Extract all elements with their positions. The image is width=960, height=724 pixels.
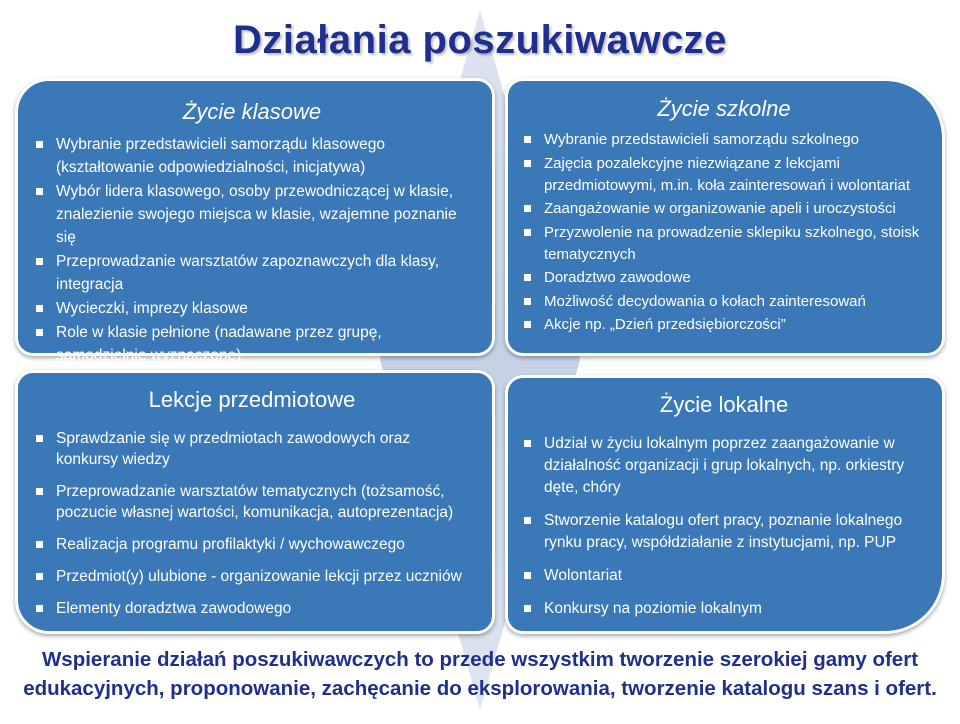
list-item [32, 534, 472, 555]
summary-line: edukacyjnych, proponowanie, zachęcanie do eksplorowania, tworzenie katalogu szans i ofert. [23, 677, 937, 700]
list-item [520, 433, 928, 499]
square-bullet-icon [524, 298, 531, 305]
list-item-text: Przeprowadzanie warsztatów tematycznych (tożsamość, poczucie własnej wartości, komunikacja, autoprezentacja) [56, 483, 454, 521]
square-bullet-icon [524, 136, 531, 143]
list-item-text: Akcje np. „Dzień przedsiębiorczości” [544, 316, 786, 333]
square-bullet-icon [524, 229, 531, 236]
list-item [32, 133, 472, 179]
list-item-text: Udział w życiu lokalnym poprzez zaangażowanie w działalność organizacji i grup lokalnych, np. orkiestry dęte, chóry [544, 435, 905, 496]
list-item-text: Doradztwo zawodowe [544, 269, 691, 286]
bullet-list [520, 129, 928, 336]
list-item-text: Wolontariat [544, 567, 623, 584]
list-item [520, 153, 928, 197]
list-item [520, 222, 928, 266]
square-bullet-icon [524, 321, 531, 328]
list-item-text: Realizacja programu profilaktyki / wychowawczego [56, 536, 405, 553]
square-bullet-icon [36, 573, 43, 580]
list-item-text: Stworzenie katalogu ofert pracy, poznanie lokalnego rynku pracy, współdziałanie z instytucjami, np. PUP [544, 512, 903, 551]
panel-heading: Życie szkolne [657, 96, 791, 121]
square-bullet-icon [524, 517, 531, 524]
page-title: Działania poszukiwawcze [233, 18, 727, 62]
list-item-text: Wybranie przedstawicieli samorządu klasowego (kształtowanie odpowiedzialności, inicjatywa) [56, 136, 385, 176]
list-item [520, 129, 928, 151]
square-bullet-icon [524, 205, 531, 212]
panel-zycie-klasowe [15, 78, 495, 364]
list-item-text: Zaangażowanie w organizowanie apeli i uroczystości [544, 200, 896, 217]
list-item [32, 428, 472, 470]
square-bullet-icon [524, 274, 531, 281]
list-item-text: Przyzwolenie na prowadzenie sklepiku szkolnego, stoisk tematycznych [544, 223, 920, 263]
panel-heading: Życie klasowe [182, 99, 322, 124]
square-bullet-icon [36, 141, 43, 148]
square-bullet-icon [524, 572, 531, 579]
bullet-list [32, 133, 472, 367]
list-item-text: Sprawdzanie się w przedmiotach zawodowych oraz konkursy wiedzy [56, 430, 411, 468]
list-item [520, 198, 928, 220]
square-bullet-icon [36, 605, 43, 612]
list-item [520, 510, 928, 554]
list-item [32, 566, 472, 587]
square-bullet-icon [524, 160, 531, 167]
list-item-text: Przeprowadzanie warsztatów zapoznawczych dla klasy, integracja [56, 253, 440, 293]
list-item [520, 314, 928, 336]
panel-heading: Lekcje przedmiotowe [148, 387, 356, 412]
summary-line: Wspieranie działań poszukiwawczych to przede wszystkim tworzenie szerokiej gamy ofert [41, 648, 919, 671]
list-item-text: Możliwość decydowania o kołach zainteresowań [544, 292, 866, 310]
square-bullet-icon [36, 435, 43, 442]
list-item [32, 180, 472, 249]
panel-zycie-szkolne [505, 78, 945, 356]
list-item-text: Zajęcia pozalekcyjne niezwiązane z lekcjami przedmiotowymi, m.in. koła zainteresowań i wolontariat [544, 154, 910, 194]
square-bullet-icon [36, 188, 43, 195]
summary-footer [0, 645, 960, 703]
panel-zycie-lokalne [505, 375, 945, 634]
panel-lekcje-przedmiotowe [15, 370, 495, 634]
list-item-text: Wybór lidera klasowego, osoby przewodniczącej w klasie, znalezienie swojego miejsca w klasie, wzajemne poznanie się [56, 183, 457, 246]
square-bullet-icon [36, 329, 43, 336]
list-item [520, 267, 928, 289]
square-bullet-icon [524, 605, 531, 612]
list-item [32, 297, 472, 320]
square-bullet-icon [36, 488, 43, 495]
list-item-text: Elementy doradztwa zawodowego [56, 600, 292, 617]
list-item [520, 291, 928, 313]
list-item-text: Role w klasie pełnione (nadawane przez grupę, samodzielnie wyznaczone) [56, 324, 382, 364]
panel-heading: Życie lokalne [659, 392, 789, 417]
square-bullet-icon [524, 440, 531, 447]
square-bullet-icon [36, 258, 43, 265]
list-item [32, 481, 472, 523]
list-item [520, 598, 928, 620]
list-item [32, 598, 472, 619]
bullet-list [520, 433, 928, 620]
list-item-text: Konkursy na poziomie lokalnym [544, 600, 762, 617]
square-bullet-icon [36, 541, 43, 548]
list-item-text: Przedmiot(y) ulubione - organizowanie lekcji przez uczniów [56, 568, 462, 585]
list-item [520, 565, 928, 587]
list-item-text: Wybranie przedstawicieli samorządu szkolnego [544, 131, 860, 148]
list-item [32, 321, 472, 367]
list-item-text: Wycieczki, imprezy klasowe [56, 300, 248, 317]
list-item [32, 250, 472, 296]
square-bullet-icon [36, 305, 43, 312]
bullet-list [32, 428, 472, 619]
